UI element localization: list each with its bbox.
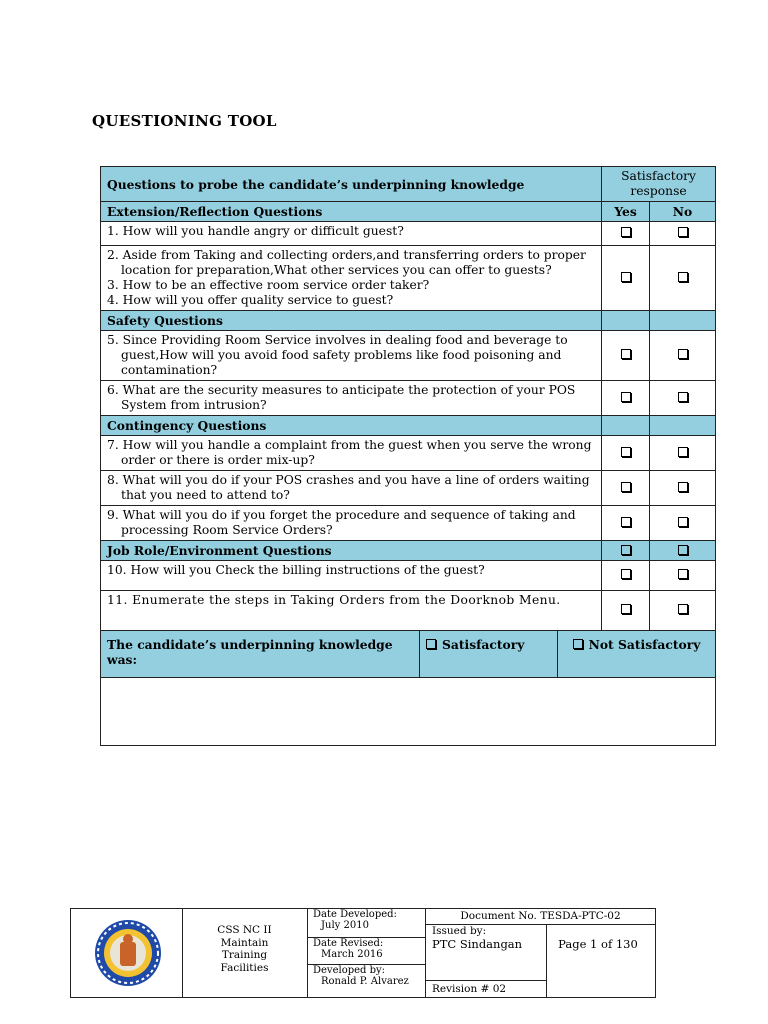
checkbox-yes-9[interactable] — [621, 517, 631, 527]
checkbox-yes-7[interactable] — [621, 447, 631, 457]
checkbox-yes-11[interactable] — [621, 604, 631, 614]
checkbox-no-8[interactable] — [678, 482, 688, 492]
checkbox-yes-5[interactable] — [621, 349, 631, 359]
verdict-satisfactory-option[interactable] — [420, 631, 558, 677]
checkbox-yes-6[interactable] — [621, 392, 631, 402]
tesda-logo-icon — [93, 918, 163, 988]
checkbox-no-10[interactable] — [678, 569, 688, 579]
satisfactory-label: Satisfactory — [442, 637, 525, 652]
date-developed-label: Date Developed: — [313, 909, 397, 920]
section-extension: Extension/Reflection Questions — [101, 202, 602, 222]
question-4: 4. How will you offer quality service to guest? — [107, 293, 394, 307]
question-header: Questions to probe the candidate’s underpinning knowledge — [101, 167, 602, 202]
question-9: 9. What will you do if you forget the procedure and sequence of taking and processing Room Service Orders? — [101, 506, 602, 541]
question-5: 5. Since Providing Room Service involves in dealing food and beverage to guest,How will you avoid food safety problems like food poisoning and contamination? — [101, 331, 602, 381]
page-title: QUESTIONING TOOL — [92, 112, 277, 130]
page-number: Page 1 of 130 — [558, 937, 638, 951]
footer-qualification: CSS NC II — [217, 924, 272, 936]
question-10: 10. How will you Check the billing instructions of the guest? — [101, 561, 602, 591]
issued-by-label: Issued by: — [432, 925, 487, 937]
checkbox-yes-1[interactable] — [621, 227, 631, 237]
developed-by-label: Developed by: — [313, 965, 386, 976]
checkbox-no-2[interactable] — [678, 272, 688, 282]
verdict-not-satisfactory-option[interactable] — [558, 631, 715, 677]
checkbox-yes-jobrole[interactable] — [621, 545, 631, 555]
date-developed: July 2010 — [321, 920, 369, 931]
verdict-label: The candidate’s underpinning knowledge was: — [101, 631, 420, 677]
checkbox-no-1[interactable] — [678, 227, 688, 237]
section-jobrole: Job Role/Environment Questions — [101, 541, 602, 561]
checkbox-no-jobrole[interactable] — [678, 545, 688, 555]
date-revised: March 2016 — [321, 949, 383, 960]
checkbox-no-7[interactable] — [678, 447, 688, 457]
checkbox-yes-10[interactable] — [621, 569, 631, 579]
issued-by: PTC Sindangan — [432, 937, 523, 951]
checkbox-no-5[interactable] — [678, 349, 688, 359]
yes-header: Yes — [602, 202, 650, 222]
checkbox-no-9[interactable] — [678, 517, 688, 527]
question-6: 6. What are the security measures to anticipate the protection of your POS System from intrusion? — [101, 381, 602, 416]
document-number: Document No. TESDA-PTC-02 — [426, 909, 655, 925]
no-header: No — [650, 202, 716, 222]
developed-by: Ronald P. Alvarez — [321, 976, 409, 987]
checkbox-no-11[interactable] — [678, 604, 688, 614]
checkbox-not-satisfactory[interactable] — [573, 639, 583, 649]
comments-area[interactable] — [101, 678, 716, 746]
date-revised-label: Date Revised: — [313, 938, 384, 949]
checkbox-yes-2[interactable] — [621, 272, 631, 282]
logo-cell — [71, 909, 183, 997]
checkbox-satisfactory[interactable] — [426, 639, 436, 649]
question-3: 3. How to be an effective room service order taker? — [107, 278, 430, 292]
question-7: 7. How will you handle a complaint from the guest when you serve the wrong order or there is order mix-up? — [101, 436, 602, 471]
question-11: 11. Enumerate the steps in Taking Orders from the Doorknob Menu. — [101, 591, 602, 631]
question-2: 2. Aside from Taking and collecting orders,and transferring orders to proper location for preparation,What other services you can offer to guests? — [107, 248, 586, 277]
checkbox-no-6[interactable] — [678, 392, 688, 402]
not-satisfactory-label: Not Satisfactory — [588, 637, 701, 652]
document-footer — [70, 908, 656, 998]
checkbox-yes-8[interactable] — [621, 482, 631, 492]
question-8: 8. What will you do if your POS crashes and you have a line of orders waiting that you need to attend to? — [101, 471, 602, 506]
satisfactory-header: Satisfactory response — [602, 167, 716, 202]
question-1: 1. How will you handle angry or difficult guest? — [101, 222, 602, 246]
footer-unit: Maintain Training Facilities — [220, 936, 269, 974]
section-contingency: Contingency Questions — [101, 416, 602, 436]
revision-number: Revision # 02 — [426, 980, 547, 997]
questioning-table — [100, 166, 716, 746]
section-safety: Safety Questions — [101, 311, 602, 331]
